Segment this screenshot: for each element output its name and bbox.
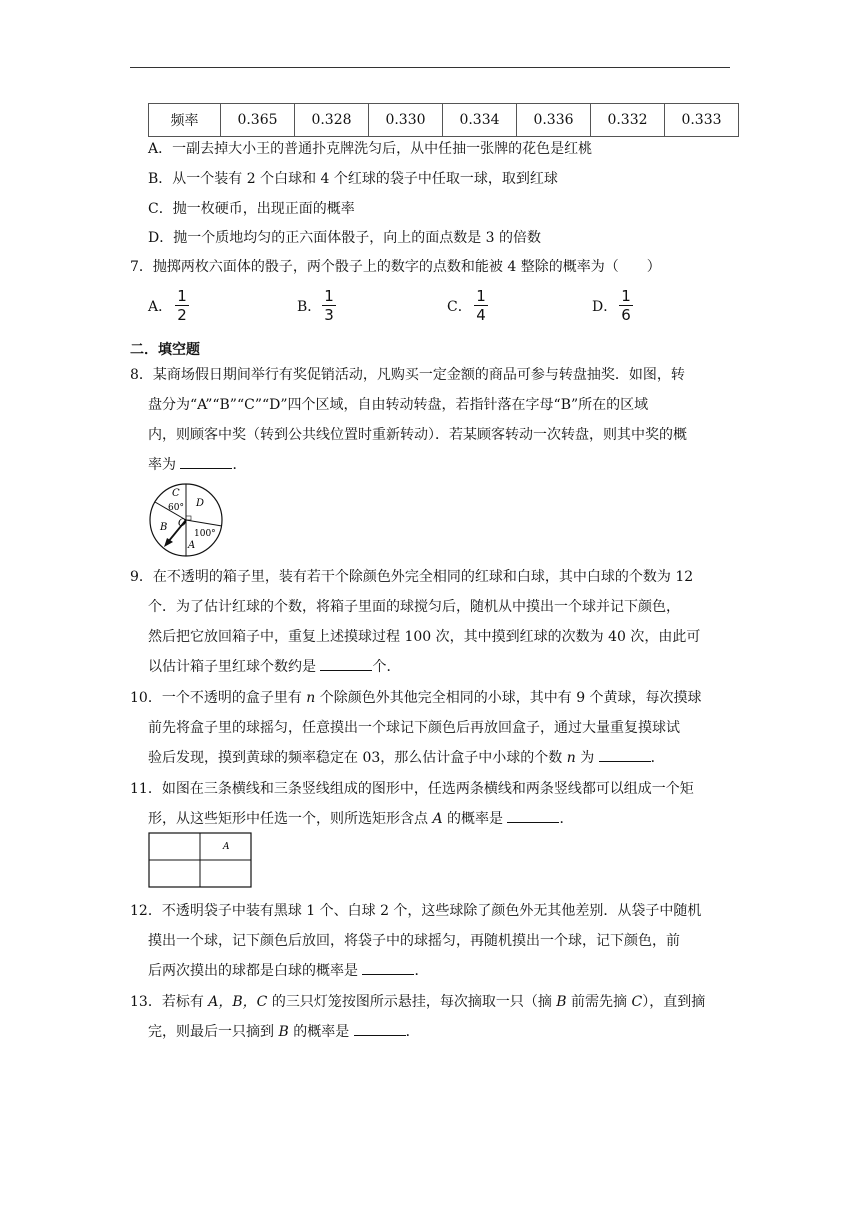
q7-option-b-fraction: 1 3	[322, 288, 336, 323]
q13-line: 完，则最后一只摘到 B 的概率是 ．	[148, 1024, 420, 1040]
table-cell: 0.333	[665, 104, 739, 137]
q7-option-d-fraction: 1 6	[619, 288, 633, 323]
question-13	[130, 987, 730, 1047]
q7-option-c-fraction: 1 4	[474, 288, 488, 323]
q7-option-b-label: B．	[297, 299, 322, 315]
q8-line: 内，则顾客中奖（转到公共线位置时重新转动）．若某顾客转动一次转盘，则其中奖的概	[148, 427, 687, 443]
spinner-angle-100: 100°	[194, 529, 216, 539]
table-cell: 0.336	[517, 104, 591, 137]
q10-line: 前先将盒子里的球摇匀，任意摸出一个球记下颜色后再放回盒子，通过大量重复摸球试	[148, 720, 680, 736]
q7-option-d-label: D．	[592, 299, 618, 315]
q11-line: 形，从这些矩形中任选一个，则所选矩形含点 A 的概率是 ．	[148, 811, 574, 827]
q7-option-a-label: A．	[148, 299, 173, 315]
spinner-diagram	[148, 480, 228, 560]
pointer-arrow-icon	[164, 538, 173, 547]
question-9	[130, 562, 730, 682]
spinner-label-c: C	[172, 488, 180, 499]
q12-line: 后两次摸出的球都是白球的概率是 ．	[148, 963, 429, 979]
question-8	[130, 360, 730, 480]
q6-option-a: A．一副去掉大小王的普通扑克牌洗匀后，从中任抽一张牌的花色是红桃	[148, 141, 593, 157]
q10-line: 10．一个不透明的盒子里有 n 个除颜色外其他完全相同的小球，其中有 9 个黄球，每次摸球	[130, 690, 702, 706]
table-row	[149, 104, 739, 137]
answer-blank	[180, 456, 232, 469]
answer-blank	[354, 1023, 406, 1036]
q10-line: 验后发现，摸到黄球的频率稳定在 03，那么估计盒子中小球的个数 n 为 ．	[148, 750, 665, 766]
q9-line: 个．为了估计红球的个数，将箱子里面的球搅匀后，随机从中摸出一个球并记下颜色，	[148, 599, 680, 615]
spinner-angle-60: 60°	[168, 503, 184, 513]
table-cell: 0.332	[591, 104, 665, 137]
table-cell: 0.328	[295, 104, 369, 137]
header-rule	[130, 67, 730, 68]
section-title: 二．填空题	[130, 342, 200, 358]
answer-blank	[320, 658, 372, 671]
q12-line: 摸出一个球，记下颜色后放回，将袋子中的球摇匀，再随机摸出一个球，记下颜色，前	[148, 933, 680, 949]
frequency-table	[148, 103, 739, 137]
grid-point-a: A	[223, 842, 230, 852]
question-11	[130, 774, 730, 834]
answer-blank	[362, 962, 414, 975]
grid-diagram	[148, 832, 254, 890]
q7-option-c-label: C．	[447, 299, 472, 315]
q7-option-a-fraction: 1 2	[175, 288, 189, 323]
table-cell: 0.330	[369, 104, 443, 137]
q9-line: 然后把它放回箱子中，重复上述摸球过程 100 次，其中摸到红球的次数为 40 次，由此可	[148, 629, 701, 645]
q13-line: 13．若标有 A，B，C 的三只灯笼按图所示悬挂，每次摘取一只（摘 B 前需先摘 C），直到摘	[130, 994, 706, 1010]
q9-line: 9．在不透明的箱子里，装有若干个除颜色外完全相同的红球和白球，其中白球的个数为 12	[130, 569, 694, 585]
angle-mark	[186, 516, 191, 520]
spinner-label-d: D	[196, 498, 205, 509]
question-12	[130, 896, 730, 986]
spinner-divider	[186, 520, 222, 526]
q7-stem: 7．抛掷两枚六面体的骰子，两个骰子上的数字的点数和能被 4 整除的概率为（ ）	[130, 259, 661, 275]
q8-line: 率为 ．	[148, 457, 247, 473]
question-10	[130, 683, 730, 773]
q11-line: 11．如图在三条横线和三条竖线组成的图形中，任选两条横线和两条竖线都可以组成一个矩	[130, 781, 694, 797]
q9-line: 以估计箱子里红球个数约是 个．	[148, 659, 401, 675]
q6-option-c: C．抛一枚硬币，出现正面的概率	[148, 201, 355, 217]
spinner-center-o: O	[178, 518, 187, 529]
table-header-cell: 频率	[149, 104, 221, 137]
answer-blank	[599, 749, 651, 762]
q12-line: 12．不透明袋子中装有黑球 1 个、白球 2 个，这些球除了颜色外无其他差别．从袋子中随机	[130, 903, 702, 919]
q8-line: 盘分为“A”“B”“C”“D”四个区域，自由转动转盘，若指针落在字母“B”所在的区域	[148, 397, 649, 413]
table-cell: 0.334	[443, 104, 517, 137]
spinner-label-b: B	[160, 522, 168, 533]
table-cell: 0.365	[221, 104, 295, 137]
answer-blank	[507, 810, 559, 823]
q6-option-d: D．抛一个质地均匀的正六面体骰子，向上的面点数是 3 的倍数	[148, 230, 542, 246]
q8-line: 8．某商场假日期间举行有奖促销活动，凡购买一定金额的商品可参与转盘抽奖．如图，转	[130, 367, 685, 383]
spinner-label-a: A	[188, 540, 196, 551]
q6-option-b: B．从一个装有 2 个白球和 4 个红球的袋子中任取一球，取到红球	[148, 171, 558, 187]
